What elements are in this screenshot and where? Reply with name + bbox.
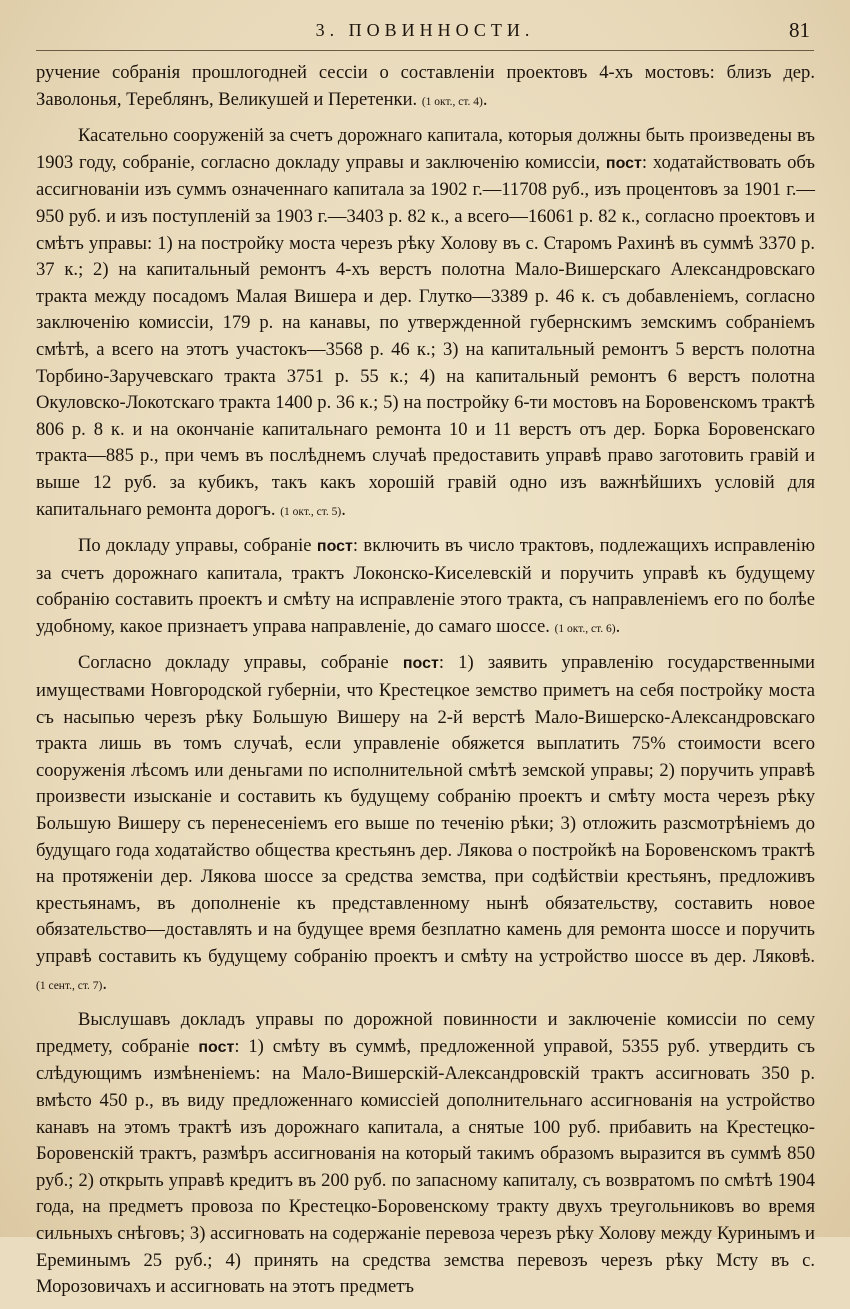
resolution-keyword: пост (402, 655, 439, 673)
paragraph-text: . (102, 972, 107, 994)
resolution-keyword: пост (198, 1038, 235, 1056)
paragraph-text: Касательно сооруженій за счетъ дорожнаго капитала, которыя должны быть произведены въ 1903 году, собраніе, согласно докладу управы и заключенію комиссіи, (36, 125, 815, 173)
session-reference: (1 сент., ст. 7) (36, 979, 103, 992)
paragraph (36, 123, 815, 525)
page-number: 81 (789, 18, 810, 42)
paragraph-text: : включить въ число трактовъ, подлежащихъ исправленію за счетъ дорожнаго капитала, трактъ Локонско-Киселевскій и поручить управѣ къ будущему собранію составить проектъ и смѣту на исправленіе этого тракта, съ направленіемъ его по болѣе удобному, какое признаетъ управа направленіе, до самаго шоссе. (36, 535, 815, 637)
session-reference: (1 окт., ст. 6) (554, 622, 616, 635)
paragraph-text: . (482, 88, 488, 110)
session-reference: (1 окт., ст. 5) (280, 505, 342, 518)
paragraph-text: : 1) заявить управленію государственными имуществами Новгородской губерніи, что Крестецкое земство приметъ на себя постройку моста съ насыпью черезъ рѣку Большую Вишеру на 2-й верстѣ Мало-Вишерско-Александровскаго тракта лишь въ томъ случаѣ, если управленіе обяжется выплатить 75% стоимости всего сооруженія лѣсомъ или деньгами по исполнительной смѣтѣ земской управы; 2) поручить управѣ произвести изысканіе и составить къ будущему собранію проектъ и смѣту моста черезъ рѣку Большую Вишеру съ перенесеніемъ его выше по теченію рѣки; 3) отложить разсмотрѣніемъ до будущаго года ходатайство общества крестьянъ дер. Лякова о постройкѣ на Боровенскомъ трактѣ на протяженіи дер. Лякова шоссе за средства земства, при содѣйствіи крестьянъ, предложивъ крестьянамъ, въ дополненіе къ представленному нынѣ обязательству, составить новое обязательство—доставлять и на будущее время безплатно камень для ремонта шоссе и поручить управѣ составить къ будущему собранію проектъ и смѣту на устройство шоссе въ дер. Ляковѣ. (36, 652, 815, 967)
body-text (36, 60, 815, 1309)
paragraph-text: . (615, 615, 621, 637)
paragraph (36, 533, 815, 642)
paragraph (36, 60, 815, 115)
paragraph (36, 650, 815, 999)
paragraph-text: : 1) смѣту въ суммѣ, предложенной управой, 5355 руб. утвердить съ слѣдующимъ измѣненіемъ: на Мало-Вишерскій-Александровскій трактъ ассигновать 350 р. вмѣсто 450 р., въ виду предложеннаго комиссіей дополнительнаго ассигнованія на устройство канавъ на этомъ трактѣ изъ дорожнаго капитала, а снятые 100 руб. прибавить на Крестецко-Боровенскій трактъ, размѣръ ассигнованія на который такимъ образомъ выразится въ суммѣ 850 руб.; 2) открыть управѣ кредитъ въ 200 руб. по запасному капиталу, съ возвратомъ по смѣтѣ 1904 года, на предметъ провоза по Крестецко-Боровенскому тракту двухъ треугольниковъ во время сильныхъ снѣговъ; 3) ассигновать на содержаніе перевоза черезъ рѣку Холову между Куринымъ и Ереминымъ 25 руб.; 4) принять на средства земства перевозъ черезъ рѣку Мсту въ с. Морозовичахъ и ассигновать на этотъ предметъ (36, 1035, 815, 1298)
paragraph-text: : ходатайствовать объ ассигнованіи изъ суммъ означеннаго капитала за 1902 г.—11708 руб., изъ процентовъ за 1901 г.—950 руб. и изъ поступленій за 1903 г.—3403 р. 82 к., а всего—16061 р. 82 к., согласно проектовъ и смѣтъ управы: 1) на постройку моста черезъ рѣку Холову въ с. Старомъ Рахинѣ въ суммѣ 3370 р. 37 к.; 2) на капитальный ремонтъ 4-хъ верстъ полотна Мало-Вишерскаго Александровскаго тракта между посадомъ Малая Вишера и дер. Глутко—3389 р. 46 к. съ добавленіемъ, согласно заключенію комиссіи, 179 р. на канавы, по утвержденной губернскимъ земскимъ собраніемъ смѣтѣ, а всего на этотъ участокъ—3568 р. 46 к.; 3) на капитальный ремонтъ 5 верстъ полотна Торбино-Заручевскаго тракта 3751 р. 55 к.; 4) на капитальный ремонтъ 6 верстъ полотна Окуловско-Локотскаго тракта 1400 р. 36 к.; 5) на постройку 6-ти мостовъ на Боровенскомъ трактѣ 806 р. 8 к. и на окончаніе капитальнаго ремонта 10 и 11 верстъ отъ дер. Борка Боровенскаго тракта—885 р., при чемъ въ послѣднемъ случаѣ предоставить управѣ право заготовить гравій и выше 12 руб. за кубикъ, такъ какъ хорошій гравій одно изъ важнѣйшихъ условій для капитальнаго ремонта дорогъ. (36, 151, 816, 520)
paragraph (36, 1007, 815, 1301)
paragraph-text: Согласно докладу управы, собраніе (78, 652, 403, 674)
resolution-keyword: пост (605, 154, 642, 172)
paragraph-text: ручение собранія прошлогодней сессіи о составленіи проектовъ 4-хъ мостовъ: близъ дер. Заволонья, Тереблянъ, Великушей и Перетенки. (36, 62, 815, 110)
paragraph-text: Выслушавъ докладъ управы по дорожной повинности и заключеніе комиссіи по сему предмету, собраніе (36, 1009, 815, 1057)
running-title: 3. ПОВИННОСТИ. (315, 20, 535, 40)
paragraph-text: . (341, 498, 346, 520)
resolution-keyword: пост (316, 538, 353, 556)
session-reference: (1 окт., ст. 4) (421, 95, 483, 108)
page-header (36, 14, 814, 51)
paragraph-text: По докладу управы, собраніе (78, 535, 317, 557)
